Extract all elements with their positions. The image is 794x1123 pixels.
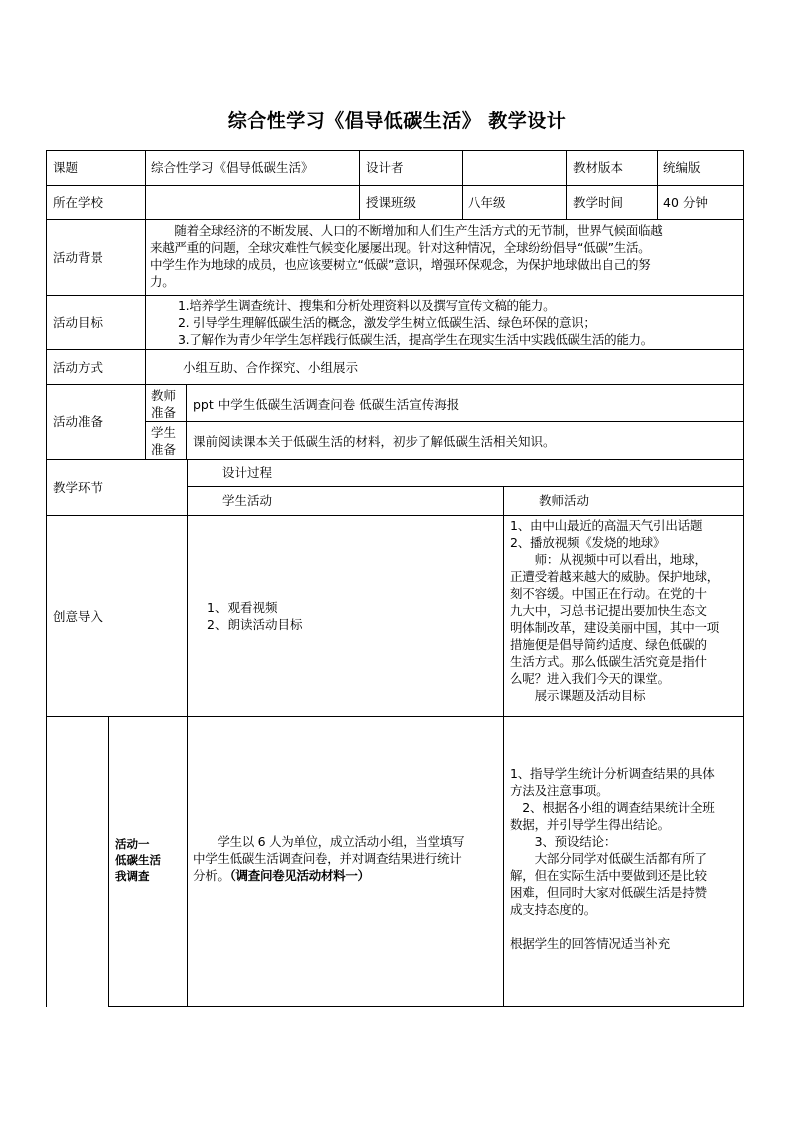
student-prep-text: 课前阅读课本关于低碳生活的材料，初步了解低碳生活相关知识。: [193, 434, 556, 449]
value-topic: 综合性学习《倡导低碳生活》: [151, 160, 314, 175]
label-intro: 创意导入: [53, 609, 104, 624]
label-goals: 活动目标: [53, 315, 104, 330]
label-method: 活动方式: [53, 360, 104, 375]
activity-1-student: 学生以 6 人为单位，成立活动小组，当堂填写 中学生低碳生活调查问卷，并对调查结果进行统计 分析。（调查问卷见活动材料一）: [193, 834, 465, 883]
label-time: 教学时间: [573, 195, 624, 210]
label-topic: 课题: [53, 160, 79, 175]
intro-teacher: 1、由中山最近的高温天气引出话题 2、播放视频《发烧的地球》 师：从视频中可以看出，地球， 正遭受着越来越大的威胁。保护地球， 刻不容缓。中国正在行动。在党的十 九大中，习总书记提出要加快生态文 明体制改革，建设美丽中国，其中一项 措施便是倡导简约适度、绿色低碳的 生活方式。那么低碳生活究竟是指什 么呢？进入我们今天的课堂。 展示课题及活动目标: [510, 518, 720, 703]
activity-1-teacher: 1、指导学生统计分析调查结果的具体 方法及注意事项。 2、根据各小组的调查结果统计全班 数据，并引导学生得出结论。 3、预设结论： 大部分同学对低碳生活都有所了 解，但在实际生活中要做到还是比较 困难，但同时大家对低碳生活是持赞 成支持态度的。 根据学生的回答情况适当补充: [510, 766, 715, 951]
page-title: 综合性学习《倡导低碳生活》 教学设计: [227, 110, 567, 132]
label-activity-1: 活动一 低碳生活 我调查: [115, 837, 161, 883]
background-text: 随着全球经济的不断发展、人口的不断增加和人们生产生活方式的无节制，世界气候面临越 来越严重的问题，全球灾难性气候变化屡屡出现。针对这种情况，全球纷纷倡导“低碳”生活。 中学生作为地球的成员，也应该要树立“低碳”意识，增强环保观念，为保护地球做出自己的努 力。: [150, 223, 663, 289]
value-class: 八年级: [468, 195, 506, 210]
value-time: 40 分钟: [663, 195, 708, 210]
teacher-prep-text: ppt 中学生低碳生活调查问卷 低碳生活宣传海报: [193, 397, 460, 412]
value-textbook: 统编版: [663, 160, 701, 175]
col-student-activity: 学生活动: [222, 493, 273, 508]
label-process: 教学环节: [53, 480, 104, 495]
label-teacher-prep: 教师 准备: [151, 388, 177, 420]
label-class: 授课班级: [366, 195, 417, 210]
method-text: 小组互助、合作探究、小组展示: [183, 360, 359, 375]
goals-text: 1.培养学生调查统计、搜集和分析处理资料以及撰写宣传文稿的能力。 2. 引导学生理解低碳生活的概念，激发学生树立低碳生活、绿色环保的意识； 3.了解作为青少年学生怎样践行低碳生活，提高学生在现实生活中实践低碳生活的能力。: [178, 298, 653, 347]
col-teacher-activity: 教师活动: [539, 493, 590, 508]
label-textbook: 教材版本: [573, 160, 624, 175]
label-designer: 设计者: [366, 160, 404, 175]
label-student-prep: 学生 准备: [151, 425, 177, 457]
label-background: 活动背景: [53, 250, 104, 265]
label-prep: 活动准备: [53, 414, 104, 429]
label-design: 设计过程: [222, 465, 273, 480]
intro-student: 1、观看视频 2、朗读活动目标: [207, 600, 303, 632]
label-school: 所在学校: [53, 195, 104, 210]
